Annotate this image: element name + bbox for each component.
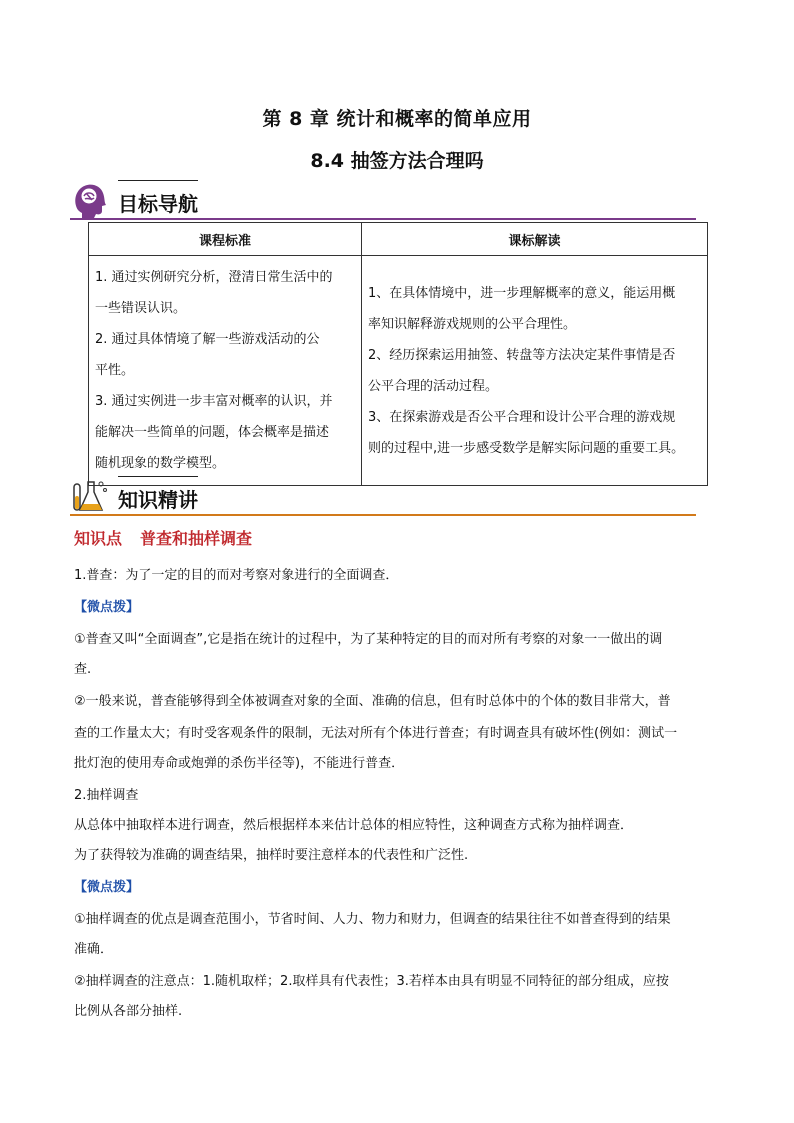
list-item: 1. 通过实例研究分析，澄清日常生活中的 <box>95 270 333 285</box>
paragraph-line: 1.普查：为了一定的目的而对考察对象进行的全面调查． <box>74 568 399 583</box>
paragraph-line: 从总体中抽取样本进行调查，然后根据样本来估计总体的相应特性，这种调查方式称为抽样调查． <box>74 818 634 833</box>
curriculum-interpretation-cell <box>362 256 708 486</box>
table-header-cell: 课标解读 <box>362 223 708 256</box>
list-item: 能解决一些简单的问题，体会概率是描述 <box>95 425 330 440</box>
paragraph-line: ①抽样调查的优点是调查范围小，节省时间、人力、物力和财力，但调查的结果往往不如普查得到的结果 <box>74 912 671 927</box>
chapter-title: 第 8 章 统计和概率的简单应用 <box>262 108 532 130</box>
paragraph-line: 2.抽样调查 <box>74 788 139 803</box>
knowledge-point-name: 普查和抽样调查 <box>140 529 253 548</box>
table-header-cell: 课程标准 <box>89 223 362 256</box>
goals-section-header <box>70 180 696 220</box>
knowledge-point-prefix: 知识点 <box>74 529 123 548</box>
knowledge-point-title <box>74 526 252 549</box>
list-item: 公平合理的活动过程。 <box>368 378 499 394</box>
paragraph-line: 比例从各部分抽样. <box>74 1004 183 1019</box>
knowledge-header-label: 知识精讲 <box>118 488 198 512</box>
section-title: 8.4 抽签方法合理吗 <box>310 150 484 172</box>
list-item: 2. 通过具体情境了解一些游戏活动的公 <box>95 332 320 347</box>
table-row <box>89 256 708 486</box>
list-item: 平性。 <box>95 363 135 378</box>
list-item: 则的过程中,进一步感受数学是解实际问题的重要工具。 <box>368 440 685 456</box>
tip-heading: 【微点拨】 <box>74 880 140 895</box>
goals-table <box>88 222 708 486</box>
curriculum-standards-cell <box>89 256 362 486</box>
list-item: 2、经历探索运用抽签、转盘等方法决定某件事情是否 <box>368 347 676 363</box>
header-divider <box>70 218 696 220</box>
list-item: 率知识解释游戏规则的公平合理性。 <box>368 316 577 332</box>
header-accent-line <box>118 180 198 181</box>
paragraph-line: ②一般来说，普查能够得到全体被调查对象的全面、准确的信息，但有时总体中的个体的数目非常大，普 <box>74 694 671 709</box>
brain-head-icon <box>70 180 110 220</box>
tip-heading: 【微点拨】 <box>74 600 140 615</box>
list-item: 一些错误认识。 <box>95 301 187 316</box>
paragraph-line: ②抽样调查的注意点：1.随机取样；2.取样具有代表性；3.若样本由具有明显不同特征的部分组成，应按 <box>74 974 669 989</box>
lab-flask-icon <box>70 476 110 516</box>
list-item: 3、在探索游戏是否公平合理和设计公平合理的游戏规 <box>368 409 676 425</box>
list-item: 随机现象的数学模型。 <box>95 456 226 471</box>
header-accent-line <box>118 476 198 477</box>
paragraph-line: ①普查又叫“全面调查”,它是指在统计的过程中，为了某种特定的目的而对所有考察的对象一一做出的调 <box>74 632 663 647</box>
paragraph-line: 为了获得较为准确的调查结果，抽样时要注意样本的代表性和广泛性. <box>74 848 469 863</box>
list-item: 3. 通过实例进一步丰富对概率的认识，并 <box>95 394 333 409</box>
goals-header-label: 目标导航 <box>118 192 198 216</box>
paragraph-line: 查的工作量太大；有时受客观条件的限制，无法对所有个体进行普查；有时调查具有破坏性(例如：测试一 <box>74 726 678 741</box>
list-item: 1、在具体情境中，进一步理解概率的意义，能运用概 <box>368 285 676 301</box>
paragraph-line: 批灯泡的使用寿命或炮弹的杀伤半径等)，不能进行普查． <box>74 756 405 771</box>
header-divider <box>70 514 696 516</box>
paragraph-line: 准确． <box>74 942 114 957</box>
paragraph-line: 查. <box>74 662 92 677</box>
knowledge-section-header <box>70 476 696 516</box>
table-header-row <box>89 223 708 256</box>
